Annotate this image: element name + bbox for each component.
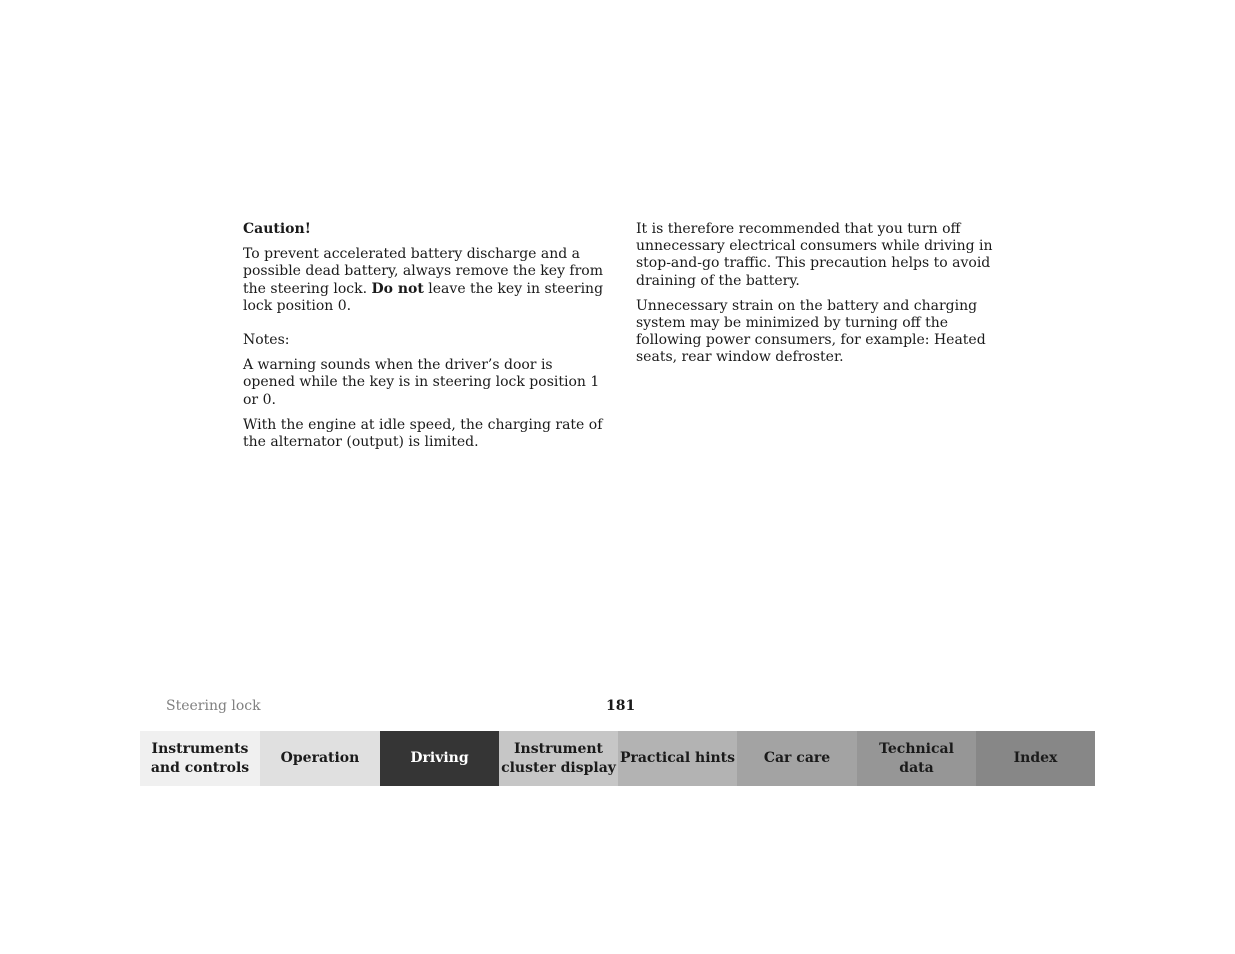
section-label: Steering lock [166,698,261,714]
nav-tab-technical-data[interactable]: Technical data [857,731,976,786]
nav-tab-driving[interactable]: Driving [380,731,499,786]
caution-text-start: To prevent accelerated battery discharge and a possible dead battery, always remove the key from the steering lock. [243,246,604,297]
caution-text [243,246,605,315]
notes-label: Notes: [243,332,290,349]
caution-text-end: leave the key in steering lock position 0. [243,280,604,314]
nav-tab-index[interactable]: Index [976,731,1095,786]
note-alternator: With the engine at idle speed, the charging rate of the alternator (output) is limited. [243,416,603,451]
caution-emphasis: Do not [371,280,424,297]
right-column [636,221,998,375]
note-door-warning: A warning sounds when the driver’s door is opened while the key is in steering lock position 1 or 0. [243,357,600,408]
left-column [243,221,605,459]
nav-tab-instruments-and-controls[interactable]: Instruments and controls [140,731,260,786]
nav-tab-operation[interactable]: Operation [260,731,380,786]
nav-tab-practical-hints[interactable]: Practical hints [618,731,737,786]
nav-tab-instrument-cluster-display[interactable]: Instrument cluster display [499,731,618,786]
nav-tab-car-care[interactable]: Car care [737,731,857,786]
recommendation-paragraph: It is therefore recommended that you turn off unnecessary electrical consumers while driving in stop-and-go traffic. This precaution helps to avoid draining of the battery. [636,221,993,289]
chapter-nav-bar [140,731,1095,786]
page-number: 181 [606,698,636,714]
caution-heading: Caution! [243,221,311,237]
strain-paragraph: Unnecessary strain on the battery and charging system may be minimized by turning off the following power consumers, for example: Heated seats, rear window defroster. [636,297,986,366]
